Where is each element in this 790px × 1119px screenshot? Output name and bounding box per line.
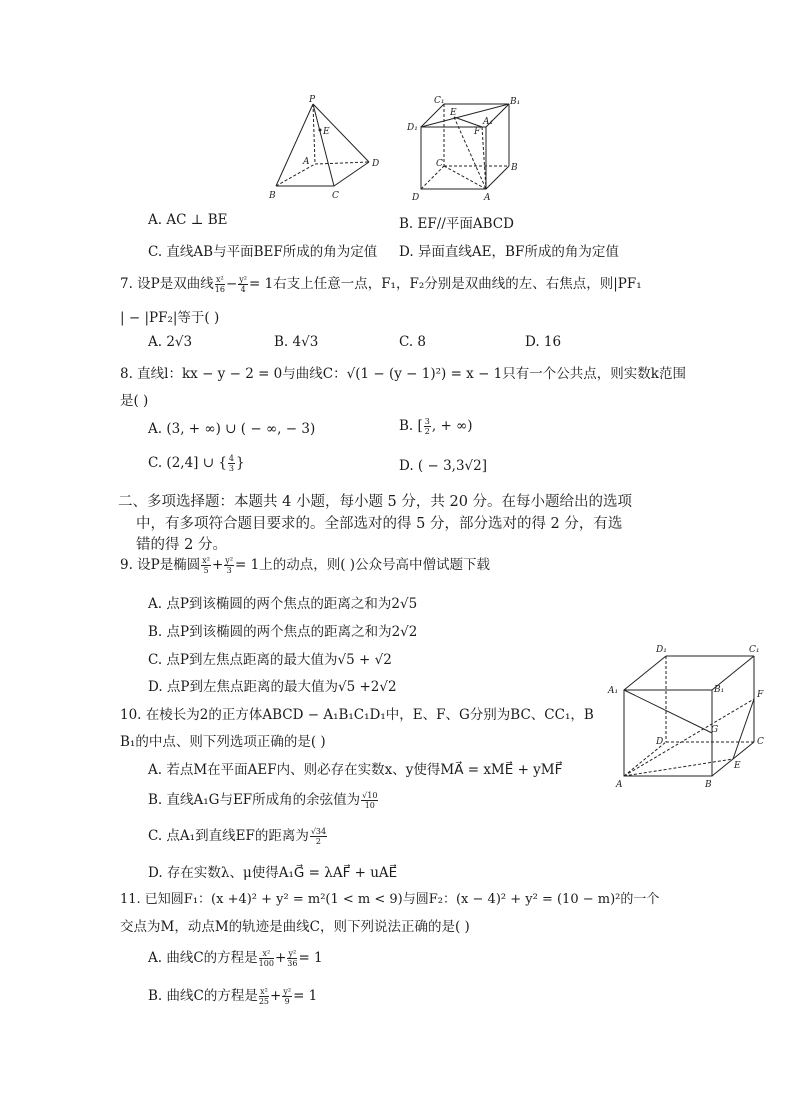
cube-figure-1 <box>404 94 534 204</box>
q8-option-a: A. (3, + ∞) ∪ ( − ∞, − 3) <box>148 421 316 437</box>
q11-stem-line1: 11. 已知圆F₁：(x +4)² + y² = m²(1 < m < 9)与圆F₂：(x − 4)² + y² = (10 − m)²的一个 <box>120 892 660 907</box>
q11-option-b: B. 曲线C的方程是 $\frac{\text{x²}}{25}$ + $\frac{\text{y²}}{9}$ = 1 <box>148 987 318 1006</box>
q10-option-d: D. 存在实数λ、μ使得A₁G⃗ = λAF⃗ + uAE⃗ <box>148 865 398 881</box>
label-B: B <box>511 163 518 173</box>
q10-stem-line1: 10. 在棱长为2的正方体ABCD − A₁B₁C₁D₁中，E、F、G分别为BC、CC₁，B <box>120 707 594 723</box>
q6-option-a: A. AC ⊥ BE <box>148 212 228 228</box>
q7-option-d: D. 16 <box>525 334 562 350</box>
label-A: A <box>484 193 491 203</box>
q7-option-b: B. 4√3 <box>274 334 319 350</box>
q6-option-c: C. 直线AB与平面BEF所成的角为定值 <box>148 244 378 260</box>
label-B: B <box>705 780 712 790</box>
label-E: E <box>450 108 457 118</box>
section2-line2: 中，有多项符合题目要求的。全部选对的得 5 分，部分选对的得 2 分，有选 <box>136 516 623 532</box>
section2-line1: 二、多项选择题：本题共 4 小题，每小题 5 分，共 20 分。在每小题给出的选项 <box>118 494 633 510</box>
q10-option-b: B. 直线A₁G与EF所成角的余弦值为 $\frac{√10}{10}$ <box>148 791 378 810</box>
label-A: A <box>303 157 310 167</box>
label-G: G <box>711 725 719 735</box>
label-C1: C₁ <box>749 645 760 655</box>
q7-minus: − <box>225 276 238 292</box>
q9-stem: 9. 设P是椭圆 $\frac{\text{x²}}{5}$ + $\frac{\text{y²}}{3}$ = 1上的动点，则( )公众号高中僧试题下载 <box>120 556 491 575</box>
q8-option-b: B. [ $\frac{3}{2}$ , + ∞) <box>399 417 473 436</box>
label-C1: C₁ <box>434 96 445 106</box>
q9-fraction-y: $\frac{\text{y²}}{3}$ <box>225 556 234 575</box>
label-C: C <box>757 737 764 747</box>
q7-fraction-x: $\frac{\text{x²}}{16}$ <box>214 275 225 294</box>
q6-option-d: D. 异面直线AE，BF所成的角为定值 <box>399 244 619 260</box>
label-D: D <box>412 193 420 203</box>
label-F: F <box>474 127 481 137</box>
label-E: E <box>323 127 330 137</box>
label-P: P <box>309 95 316 105</box>
q6-option-b: B. EF//平面ABCD <box>399 216 514 232</box>
label-E: E <box>734 761 741 771</box>
q8-stem-line1: 8. 直线l：kx − y − 2 = 0与曲线C：√(1 − (y − 1)²) = x − 1只有一个公共点，则实数k范围 <box>120 366 686 382</box>
label-D1: D₁ <box>656 645 667 655</box>
pyramid-figure <box>266 94 386 204</box>
label-A1: A₁ <box>483 117 494 127</box>
q7-option-a: A. 2√3 <box>148 334 193 350</box>
q10-stem-line2: B₁的中点、则下列选项正确的是( ) <box>120 734 326 750</box>
q9-option-b: B. 点P到该椭圆的两个焦点的距离之和为2√2 <box>148 624 418 640</box>
q11-option-a: A. 曲线C的方程是 $\frac{\text{x²}}{100}$ + $\frac{\text{y²}}{36}$ = 1 <box>148 949 323 968</box>
q9-option-d: D. 点P到左焦点距离的最大值为√5 +2√2 <box>148 679 397 695</box>
q11-stem-line2: 交点为M，动点M的轨迹是曲线C，则下列说法正确的是( ) <box>120 919 470 935</box>
q10-option-c: C. 点A₁到直线EF的距离为 $\frac{√34}{2}$ <box>148 827 327 846</box>
cube-figure-2 <box>606 640 770 792</box>
q8-stem-line2: 是( ) <box>120 393 149 409</box>
label-B: B <box>269 191 276 201</box>
label-D: D <box>656 737 664 747</box>
label-F: F <box>757 690 764 700</box>
q9-option-a: A. 点P到该椭圆的两个焦点的距离之和为2√5 <box>148 596 418 612</box>
label-D1: D₁ <box>407 123 418 133</box>
q8-option-c: C. (2,4] ∪ { $\frac{4}{3}$ } <box>148 454 245 473</box>
q9-fraction-x: $\frac{\text{x²}}{5}$ <box>202 556 210 575</box>
label-D: D <box>372 159 380 169</box>
q10-option-a: A. 若点M在平面AEF内、则必存在实数x、y使得MA⃗ = xME⃗ + yMF⃗ <box>148 762 563 778</box>
label-C: C <box>332 191 339 201</box>
label-B1: B₁ <box>714 685 725 695</box>
q7-option-c: C. 8 <box>399 334 427 350</box>
q7-stem-b: = 1右支上任意一点，F₁，F₂分别是双曲线的左、右焦点，则|PF₁ <box>249 276 642 292</box>
q9-option-c: C. 点P到左焦点距离的最大值为√5 + √2 <box>148 652 392 668</box>
section2-line3: 错的得 2 分。 <box>136 537 227 553</box>
q7-stem-a: 7. 设P是双曲线 <box>120 276 214 292</box>
label-C: C <box>436 159 443 169</box>
q7-stem <box>120 272 642 294</box>
label-A1: A₁ <box>608 686 619 696</box>
q7-fraction-y: $\frac{\text{y²}}{4}$ <box>239 275 247 294</box>
label-A: A <box>616 780 623 790</box>
q8-option-d: D. ( − 3,3√2] <box>399 458 488 474</box>
q7-stem-line2: | − |PF₂|等于( ) <box>120 310 220 326</box>
label-B1: B₁ <box>510 97 521 107</box>
